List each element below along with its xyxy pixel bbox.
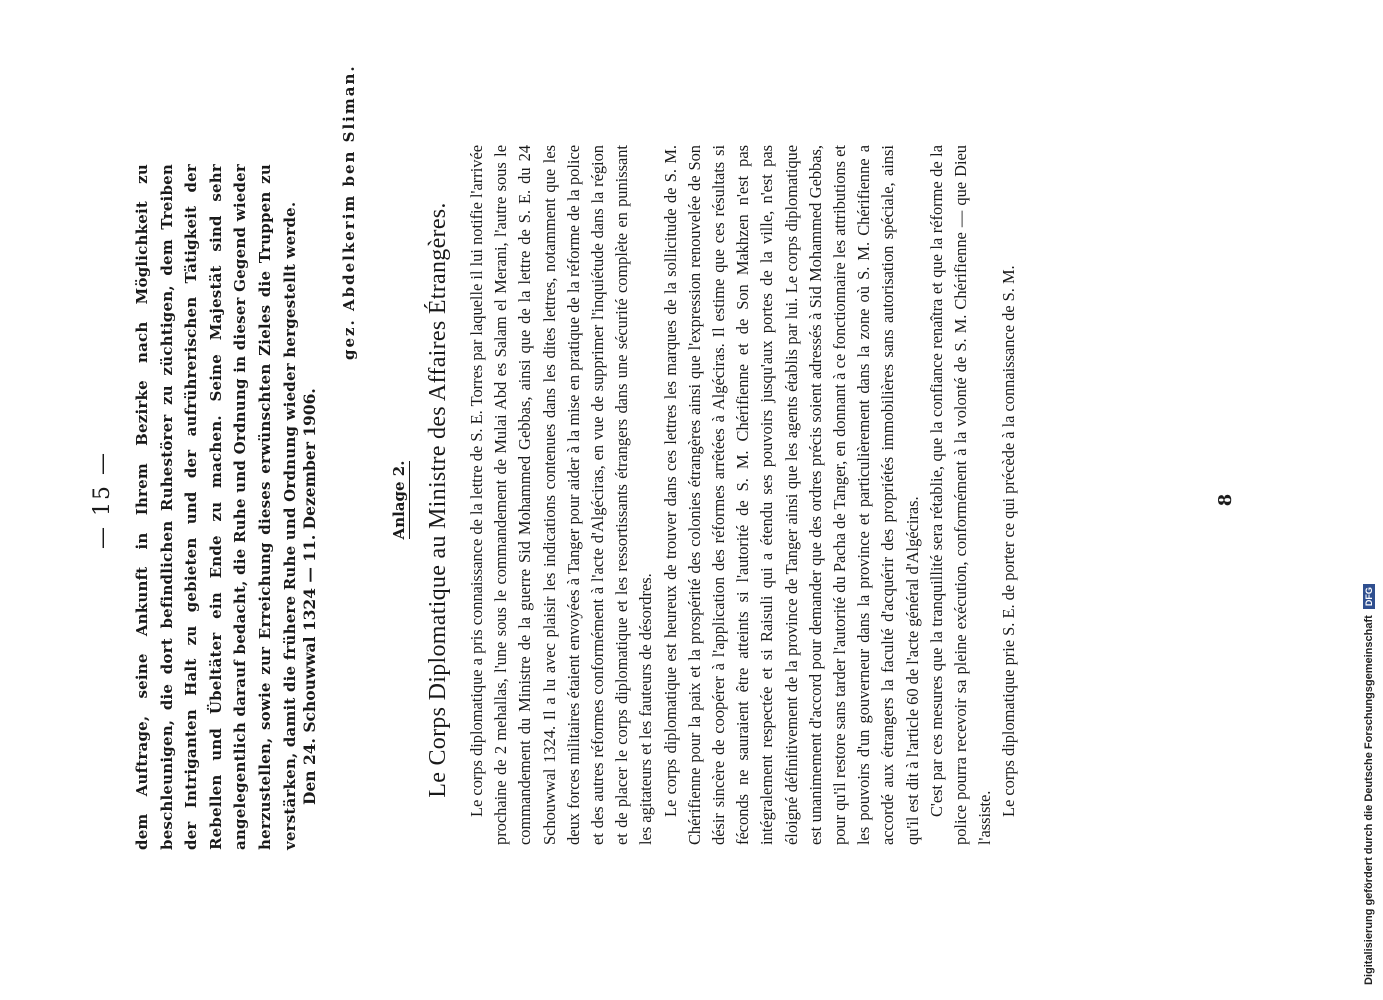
dfg-logo-icon: DFG bbox=[1363, 584, 1375, 609]
annex-heading bbox=[390, 0, 408, 1000]
french-paragraph-4: Le corps diplomatique prie S. E. de porter ce qui précède à la connaissance de S. M. bbox=[999, 265, 1019, 817]
digitization-note bbox=[1363, 584, 1375, 985]
letter-title: Le Corps Diplomatique au Ministre des Affaires Étrangères. bbox=[425, 202, 451, 798]
digitization-note-text: Digitalisierung gefördert durch die Deutsche Forschungsgemeinschaft bbox=[1363, 615, 1375, 985]
french-paragraph-1: Le corps diplomatique a pris connaissance de la lettre de S. E. Torres par laquelle il lui notifie l'arrivée prochaine de 2 mehallas, l'une sous le commandement de Mulai Abd es Salam el Merani, l'autre sous le commandement du Ministre de la guerre Sid Mohammed Gebbas, ainsi que de la lettre de S. E. du 24 Schouwwal 1324. Il a lu avec plaisir les indications contenues dans les dites lettres, notamment que les deux forces militaires étaient envoyées à Tanger pour aider à la mise en pratique de la réforme de la police et des autres réformes conformément à l'acte d'Algéciras, en vue de supprimer l'inquiétude dans la région et de placer le corps diplomatique et les ressortissants étrangers dans une sécurité complète en punissant les agitateurs et les fauteurs de désordres. bbox=[467, 145, 656, 845]
german-paragraph: dem Auftrage, seine Ankunft in Ihrem Bezirke nach Möglichkeit zu beschleunigen, die dort befindlichen Ruhestörer zu züchtigen, dem Treiben der Intriganten Halt zu gebieten und der aufrührerischen Tätigkeit der Rebellen und Übeltäter ein Ende zu machen. Seine Majestät sind sehr angelegentlich darauf bedacht, die Ruhe und Ordnung in dieser Gegend wieder herzustellen, sowie zur Erreichung dieses erwünschten Zieles die Truppen zu verstärken, damit die frühere Ruhe und Ordnung wieder hergestellt werde. bbox=[133, 164, 299, 850]
sheet-number: 8 bbox=[1215, 493, 1236, 507]
french-paragraph-2: Le corps diplomatique est heureux de trouver dans ces lettres les marques de la sollicitude de S. M. Chérifienne pour la paix et la prospérité des colonies étrangères ainsi que l'expression renouvelée de Son désir sincère de coopérer à l'application des réformes arrêtées à Algéciras. Il estime que ces résultats si féconds ne sauraient être atteints si l'autorité de S. M. Chérifienne et de Son Makhzen n'est pas intégralement respectée et si Raisuli qui a étendu ses pouvoirs jusqu'aux portes de la ville, n'est pas éloigné définitivement de la province de Tanger ainsi que les agents établis par lui. Le corps diplomatique est unanimement d'accord pour demander que des ordres précis soient adressés à Sid Mohammed Gebbas, pour qu'il restore sans tarder l'autorité du Pacha de Tanger, en donnant à ce fonctionnaire les attributions et les pouvoirs d'un gouverneur dans la province et particulièrement dans la zone où S. M. Chérifienne a accordé aux étrangers la faculté d'acquérir des propriétés immobilières sans autorisation spéciale, ainsi qu'il est dit à l'article 60 de l'acte général d'Algéciras. bbox=[660, 145, 922, 845]
french-letter-body bbox=[465, 145, 1022, 845]
annex-label: Anlage 2. bbox=[390, 460, 408, 540]
date-line: Den 24. Schouwwal 1324 — 11. Dezember 1906. bbox=[300, 388, 319, 805]
signature: gez. Abdelkerim ben Sliman. bbox=[340, 64, 358, 360]
french-paragraph-3: C'est par ces mesures que la tranquillité sera rétablie, que la confiance renaîtra et que la réforme de la police pourra recevoir sa pleine exécution, conformément à la volonté de S. M. Chérifienne — que Dieu l'assiste. bbox=[926, 145, 995, 845]
page-number: — 15 — bbox=[90, 451, 115, 549]
